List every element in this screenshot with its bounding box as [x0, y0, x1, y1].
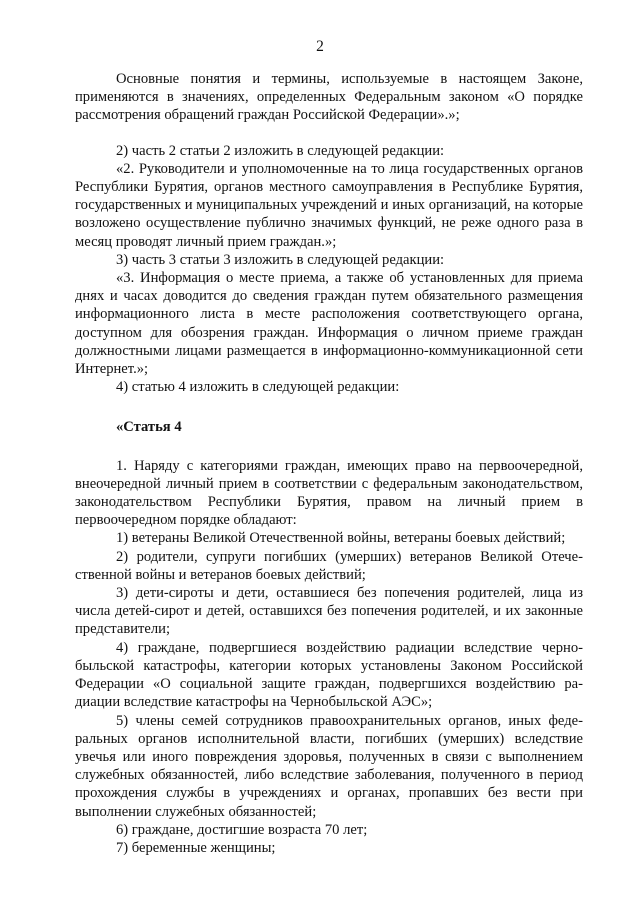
- paragraph-amend-article-2: 2) часть 2 статьи 2 изложить в следующей редакции:: [116, 142, 445, 159]
- paragraph-amend-article-3: 3) часть 3 статьи 3 изложить в следующей редакции:: [116, 251, 445, 268]
- list-item-5: 5) члены семей сотрудников правоохранительных органов, иных федеральных органов исполнительной власти, погибших (умерших) вследствие увечья или иного повреждения здоровья, полученных в связи с выполнением служебных обязанностей, либо вследствие заболевания, полученного в период прохождения службы в учреждениях и органах, пропавших без вести при выполнении служебных обязанностей;: [75, 712, 583, 820]
- list-item-6: 6) граждане, достигшие возраста 70 лет;: [116, 821, 368, 838]
- paragraph-amend-article-4: 4) статью 4 изложить в следующей редакции:: [116, 379, 400, 396]
- list-item-2: 2) родители, супруги погибших (умерших) ветеранов Великой Отечественной войны и ветеранов боевых действий;: [75, 548, 583, 583]
- list-item-3: 3) дети-сироты и дети, оставшиеся без попечения родителей, лица из числа детей-сирот и детей, оставшихся без попечения родителей, и их законные представители;: [75, 585, 583, 638]
- paragraph-article-3-text: «3. Информация о месте приема, а также об установленных для приема днях и часах доводится до сведения граждан путем обязательного размещения информационного листа в месте расположения соответствующего органа, доступном для обозрения граждан. Информация о личном приеме граждан должностными лицами размещается в информационно-коммуникационной сети Интернет.»;: [75, 270, 583, 378]
- list-item-1: 1) ветераны Великой Отечественной войны, ветераны боевых действий;: [116, 530, 566, 547]
- list-item-7: 7) беременные женщины;: [116, 839, 276, 856]
- paragraph-article-4-clause-1: 1. Наряду с категориями граждан, имеющих право на первоочередной, внеочередной личный прием в соответствии с федеральным законодательством, законодательством Республики Бурятия, правом на личный прием в первоочередном порядке обладают:: [75, 457, 583, 529]
- paragraph-basic-terms: Основные понятия и термины, используемые в настоящем Законе, применяются в значениях, определенных Федеральным законом «О порядке рассмотрения обращений граждан Российской Федерации».»;: [75, 71, 583, 124]
- document-body: [75, 70, 583, 857]
- article-4-heading: «Статья 4: [116, 419, 182, 436]
- list-item-4: 4) граждане, подвергшиеся воздействию радиации вследствие чернобыльской катастрофы, категории которых установлены Законом Российской Федерации «О социальной защите граждан, подвергшихся воздействию радиации вследствие катастрофы на Чернобыльской АЭС»;: [75, 639, 583, 711]
- paragraph-article-2-text: «2. Руководители и уполномоченные на то лица государственных органов Республики Бурятия, органов местного самоуправления в Республике Бурятия, государственных и муниципальных учреждений и иных организаций, на которые возложено осуществление публично значимых функций, не реже одного раза в месяц проводят личный прием граждан.»;: [75, 160, 583, 250]
- page-number: 2: [316, 38, 324, 55]
